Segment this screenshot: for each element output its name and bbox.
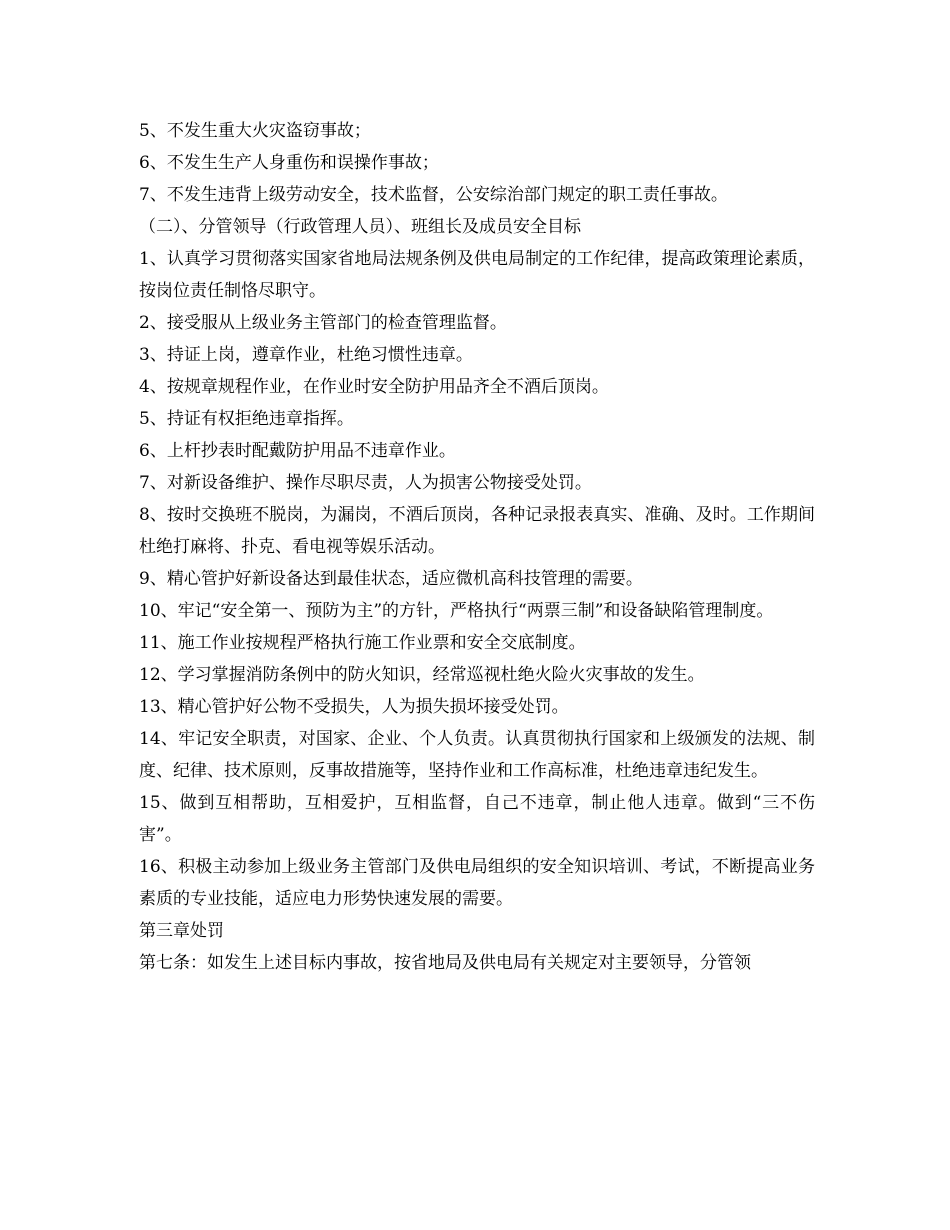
paragraph-goal-6: 6、不发生生产人身重伤和误操作事故；	[139, 153, 439, 173]
paragraph-item-2: 2、接受服从上级业务主管部门的检查管理监督。	[139, 313, 507, 333]
paragraph-item-12: 12、学习掌握消防条例中的防火知识，经常巡视杜绝火险火灾事故的发生。	[139, 665, 705, 685]
paragraph-item-11: 11、施工作业按规程严格执行施工作业票和安全交底制度。	[139, 633, 586, 653]
paragraph-article-7: 第七条：如发生上述目标内事故，按省地局及供电局有关规定对主要领导，分管领	[139, 953, 751, 973]
paragraph-item-3: 3、持证上岗，遵章作业，杜绝习惯性违章。	[139, 345, 473, 365]
section-heading-2: （二）、分管领导（行政管理人员）、班组长及成员安全目标	[139, 217, 581, 237]
paragraph-goal-5: 5、不发生重大火灾盗窃事故；	[139, 121, 371, 141]
paragraph-item-15: 15、做到互相帮助，互相爱护，互相监督，自己不违章，制止他人违章。做到“三不伤害”。	[139, 793, 815, 845]
paragraph-item-5: 5、持证有权拒绝违章指挥。	[139, 409, 354, 429]
paragraph-item-10: 10、牢记“安全第一、预防为主”的方针，严格执行“两票三制”和设备缺陷管理制度。	[139, 601, 774, 621]
paragraph-item-13: 13、精心管护好公物不受损失，人为损失损坏接受处罚。	[139, 697, 569, 717]
paragraph-item-7: 7、对新设备维护、操作尽职尽责，人为损害公物接受处罚。	[139, 473, 592, 493]
paragraph-item-16: 16、积极主动参加上级业务主管部门及供电局组织的安全知识培训、考试，不断提高业务素质的专业技能，适应电力形势快速发展的需要。	[139, 857, 815, 909]
chapter-heading-3: 第三章处罚	[139, 921, 224, 941]
document-body	[139, 115, 815, 979]
paragraph-item-9: 9、精心管护好新设备达到最佳状态，适应微机高科技管理的需要。	[139, 569, 643, 589]
paragraph-item-4: 4、按规章规程作业，在作业时安全防护用品齐全不酒后顶岗。	[139, 377, 609, 397]
paragraph-item-8: 8、按时交换班不脱岗，为漏岗，不酒后顶岗，各种记录报表真实、准确、及时。工作期间杜绝打麻将、扑克、看电视等娱乐活动。	[139, 505, 815, 557]
paragraph-item-6: 6、上杆抄表时配戴防护用品不违章作业。	[139, 441, 456, 461]
paragraph-item-14: 14、牢记安全职责，对国家、企业、个人负责。认真贯彻执行国家和上级颁发的法规、制度、纪律、技术原则，反事故措施等，坚持作业和工作高标准，杜绝违章违纪发生。	[139, 729, 815, 781]
paragraph-goal-7: 7、不发生违背上级劳动安全，技术监督，公安综治部门规定的职工责任事故。	[139, 185, 728, 205]
paragraph-item-1: 1、认真学习贯彻落实国家省地局法规条例及供电局制定的工作纪律，提高政策理论素质，按岗位责任制恪尽职守。	[139, 249, 815, 301]
